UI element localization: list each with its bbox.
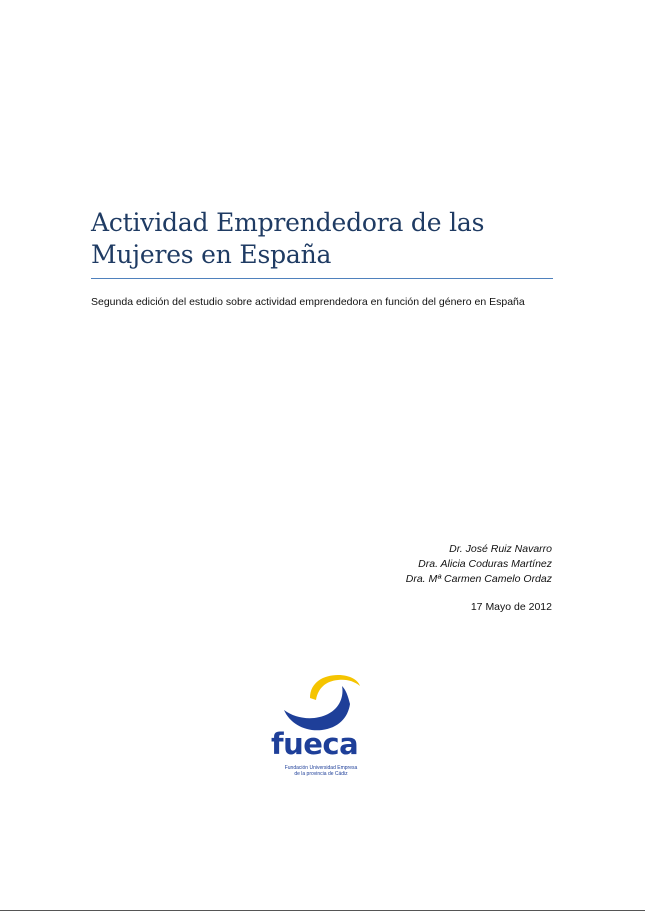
author-3: Dra. Mª Carmen Camelo Ordaz [405, 573, 552, 585]
fueca-logo [266, 672, 381, 784]
fueca-swoosh-icon [266, 672, 381, 732]
title-line-2: Mujeres en España [91, 240, 332, 269]
author-list [406, 542, 552, 587]
page-bottom-border [0, 910, 645, 911]
title-divider [91, 278, 553, 279]
author-1: Dr. José Ruiz Navarro [449, 543, 552, 555]
publication-date: 17 Mayo de 2012 [470, 601, 552, 613]
author-2: Dra. Alicia Coduras Martínez [418, 558, 552, 570]
document-title [91, 207, 553, 271]
logo-tagline-2: de la provincia de Cádiz [294, 771, 348, 777]
document-subtitle: Segunda edición del estudio sobre actividad emprendedora en función del género en España [91, 296, 525, 308]
title-line-1: Actividad Emprendedora de las [91, 208, 485, 237]
logo-wordmark: fueca [271, 727, 359, 761]
logo-tagline-1: Fundación Universidad Empresa [284, 765, 358, 771]
